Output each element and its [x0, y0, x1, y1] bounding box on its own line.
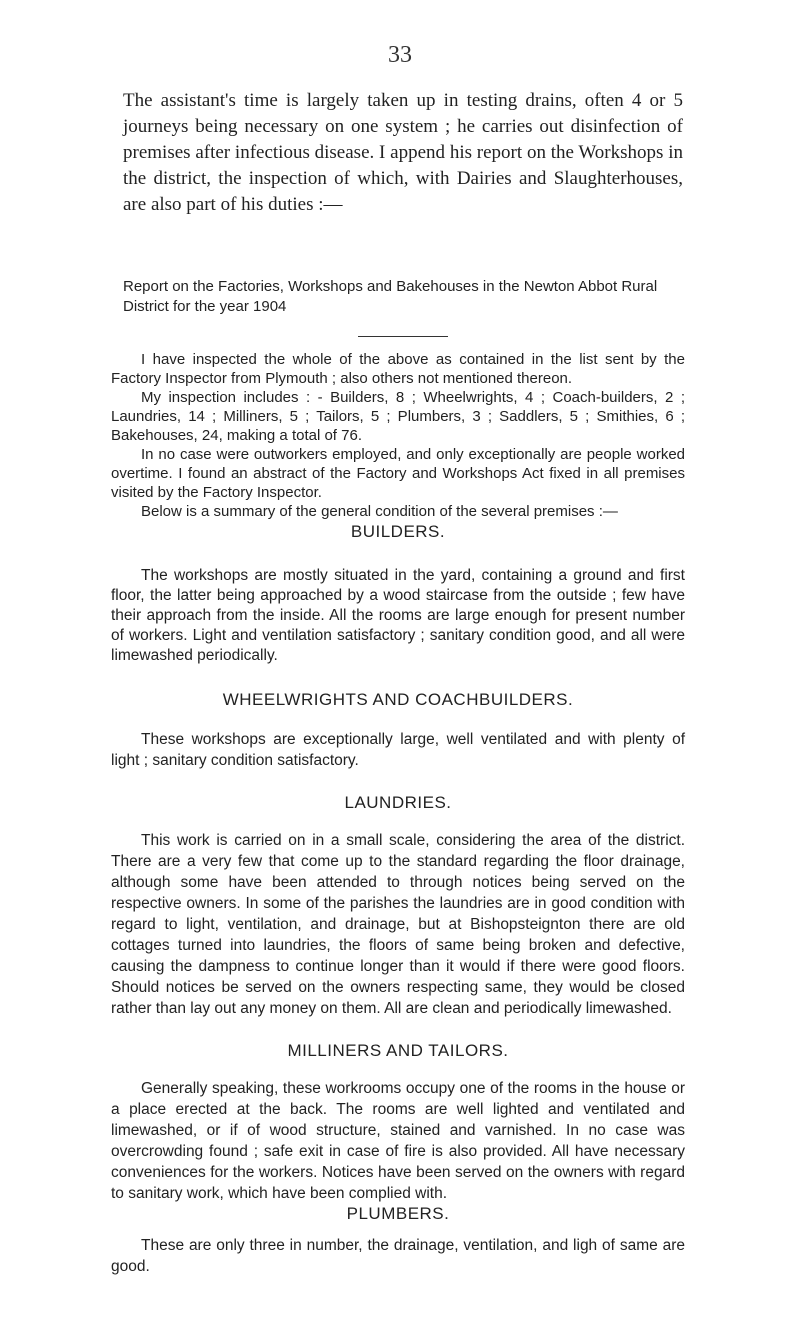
opening-paragraph: In no case were outworkers employed, and only exceptionally are people worked overtime. I found an abstract of the Factory and Workshops Act fixed in all premises visited by the Factory Inspector. — [111, 446, 685, 501]
section-text: This work is carried on in a small scale, considering the area of the district. There are a very few that come up to the standard regarding the floor drainage, although some have been attended to through notices being served on the respective owners. In some of the parishes the laundries are in good condition with regard to light, ventilation, and drainage, but at Bishopsteignton there are old cottages turned into laundries, the floors of same being broken and defective, causing the dampness to continue longer than it would if there were good floors. Should notices be served on the owners respecting same, they would be closed rather than lay out any money on them. All are clean and periodically limewashed. — [111, 832, 685, 1017]
report-body — [111, 350, 685, 1277]
section-text: These are only three in number, the drainage, ventilation, and ligh of same are good. — [111, 1237, 685, 1275]
opening-paragraph: My inspection includes : - Builders, 8 ; Wheelwrights, 4 ; Coach-builders, 2 ; Laundries, 14 ; Milliners, 5 ; Tailors, 5 ; Plumbers, 3 ; Saddlers, 5 ; Smithies, 6 ; Bakehouses, 24, making a total of 76. — [111, 389, 685, 444]
opening-paragraph: Below is a summary of the general condition of the several premises :— — [141, 503, 618, 520]
section-laundries — [111, 830, 685, 1019]
section-heading-wheelwrights: WHEELWRIGHTS AND COACHBUILDERS. — [222, 690, 574, 709]
section-plumbers — [111, 1235, 685, 1277]
section-heading-plumbers: PLUMBERS. — [346, 1204, 450, 1223]
section-heading-laundries: LAUNDRIES. — [344, 793, 452, 812]
divider-rule — [358, 336, 448, 337]
section-text: The workshops are mostly situated in the yard, containing a ground and first floor, the latter being approached by a wood staircase from the outside ; few have their approach from the inside. All the rooms are large enough for present number of workers. Light and ventilation satisfactory ; sanitary condition good, and all were limewashed periodically. — [111, 567, 685, 664]
intro-paragraph: The assistant's time is largely taken up in testing drains, often 4 or 5 journeys being necessary on one system ; he carries out disinfection of premises after infectious disease. I append his report on the Workshops in the district, the inspection of which, with Dairies and Slaughterhouses, are also part of his duties :— — [123, 90, 683, 215]
page-number: 33 — [388, 42, 412, 68]
section-text: Generally speaking, these workrooms occupy one of the rooms in the house or a place erected at the back. The rooms are well lighted and ventilated and limewashed, or if of wood structure, stained and varnished. In no case was overcrowding found ; safe exit in case of fire is also provided. All have necessary conveniences for the workers. Notices have been served on the owners with regard to sanitary work, which have been complied with. — [111, 1080, 685, 1202]
opening-paragraph: I have inspected the whole of the above as contained in the list sent by the Factory Inspector from Plymouth ; also others not mentioned thereon. — [111, 351, 685, 387]
section-wheelwrights — [111, 729, 685, 771]
section-heading-builders: BUILDERS. — [350, 522, 446, 541]
section-builders — [111, 566, 685, 666]
section-heading-milliners: MILLINERS AND TAILORS. — [287, 1041, 509, 1060]
section-milliners — [111, 1078, 685, 1204]
report-title: Report on the Factories, Workshops and Bakehouses in the Newton Abbot Rural District for the year 1904 — [123, 278, 658, 315]
section-text: These workshops are exceptionally large, well ventilated and with plenty of light ; sanitary condition satisfactory. — [111, 731, 685, 769]
